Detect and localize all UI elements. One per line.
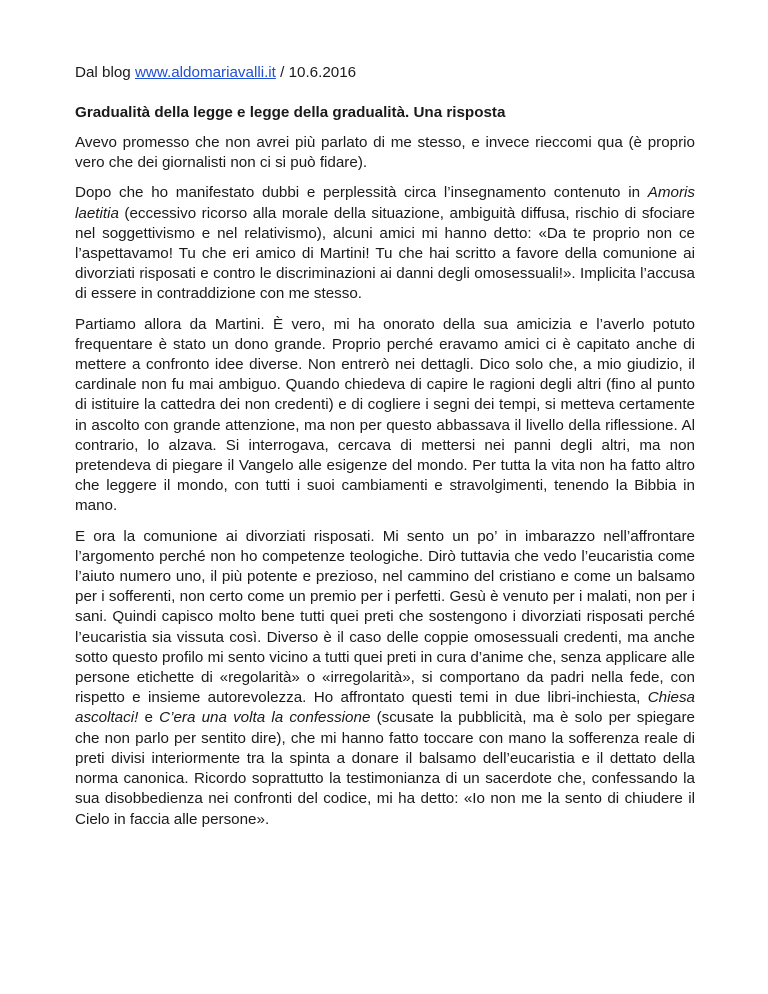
paragraph-4-start: E ora la comunione ai divorziati risposati. Mi sento un po’ in imbarazzo nell’affrontare l’argomento perché non ho competenze teologiche. Dirò tuttavia che vedo l’eucaristia come l’aiuto numero uno, il più potente e prezioso, nel cammino del cristiano e come un balsamo per i sofferenti, non certo come un premio per i perfetti. Gesù è venuto per i malati, non per i sani. Quindi capisco molto bene tutti quei preti che sostengono i divorziati risposati perché l’eucaristia sia vissuta così. Diverso è il caso delle coppie omosessuali credenti, ma anche sotto questo profilo mi sento vicino a tutti quei preti in cura d’anime che, senza applicare alle persone etichette di «regolarità» o «irregolarità», si comportano da padri nella fede, con rispetto e insieme autorevolezza. Ho affrontato questi temi in due libri-inchiesta, xyxy=(75,527,695,707)
paragraph-4-conjunction: e xyxy=(138,709,160,727)
paragraph-2-start: Dopo che ho manifestato dubbi e perplessità circa l’insegnamento contenuto in xyxy=(75,184,648,202)
source-line xyxy=(75,63,695,83)
document-page xyxy=(75,63,695,840)
book-title-chiesa-ascoltaci: Chiesa ascoltaci! xyxy=(75,689,695,727)
paragraph-1: Avevo promesso che non avrei più parlato di me stesso, e invece rieccomi qua (è proprio vero che dei giornalisti non ci si può fidare). xyxy=(75,134,695,172)
paragraph-3: Partiamo allora da Martini. È vero, mi ha onorato della sua amicizia e l’averlo potuto frequentare è stato un dono grande. Proprio perché eravamo amici ci è capitato anche di mettere a confronto idee diverse. Non entrerò nei dettagli. Dico solo che, a mio giudizio, il cardinale non fu mai ambiguo. Quando chiedeva di capire le ragioni degli altri (fino al punto di istituire la cattedra dei non credenti) e di cogliere i segni dei tempi, si metteva certamente in ascolto con grande attenzione, ma non per questo abbassava il livello della riflessione. Al contrario, lo alzava. Si interrogava, cercava di mettersi nei panni degli altri, ma non pretendeva di piegare il Vangelo alle esigenze del mondo. Per tutta la vita non ha fatto altro che leggere il mondo, con tutti i suoi cambiamenti e stravolgimenti, tenendo la Bibbia in mano. xyxy=(75,315,695,515)
article-title: Gradualità della legge e legge della gradualità. Una risposta xyxy=(75,104,506,121)
paragraph-2-rest: (eccessivo ricorso alla morale della situazione, ambiguità diffusa, rischio di sfociare nel soggettivismo e nel relativismo), alcuni amici mi hanno detto: «Da te proprio non ce l’aspettavamo! Tu che eri amico di Martini! Tu che hai scritto a favore della comunione ai divorziati risposati e contro le discriminazioni ai danni degli omosessuali!». Implicita l’accusa di essere in contraddizione con me stesso. xyxy=(75,204,695,303)
paragraph-4-rest: (scusate la pubblicità, ma è solo per spiegare che non parlo per sentito dire), che mi hanno fatto toccare con mano la sofferenza reale di preti divisi interiormente tra la spinta a donare il balsamo dell’eucaristia e il dettato della norma canonica. Ricordo soprattutto la testimonianza di un sacerdote che, confessando la sua disobbedienza nei confronti del codice, mi ha detto: «Io non me la sento di chiudere il Cielo in faccia alle persone». xyxy=(75,709,695,828)
blog-link[interactable]: www.aldomariavalli.it xyxy=(134,64,276,81)
source-date: / 10.6.2016 xyxy=(275,64,357,81)
paragraph-2 xyxy=(75,183,695,304)
source-prefix: Dal blog xyxy=(75,64,135,81)
book-title-amoris-laetitia: Amoris laetitia xyxy=(75,184,695,222)
book-title-confessione: C’era una volta la confessione xyxy=(159,709,371,727)
paragraph-4 xyxy=(75,527,695,830)
